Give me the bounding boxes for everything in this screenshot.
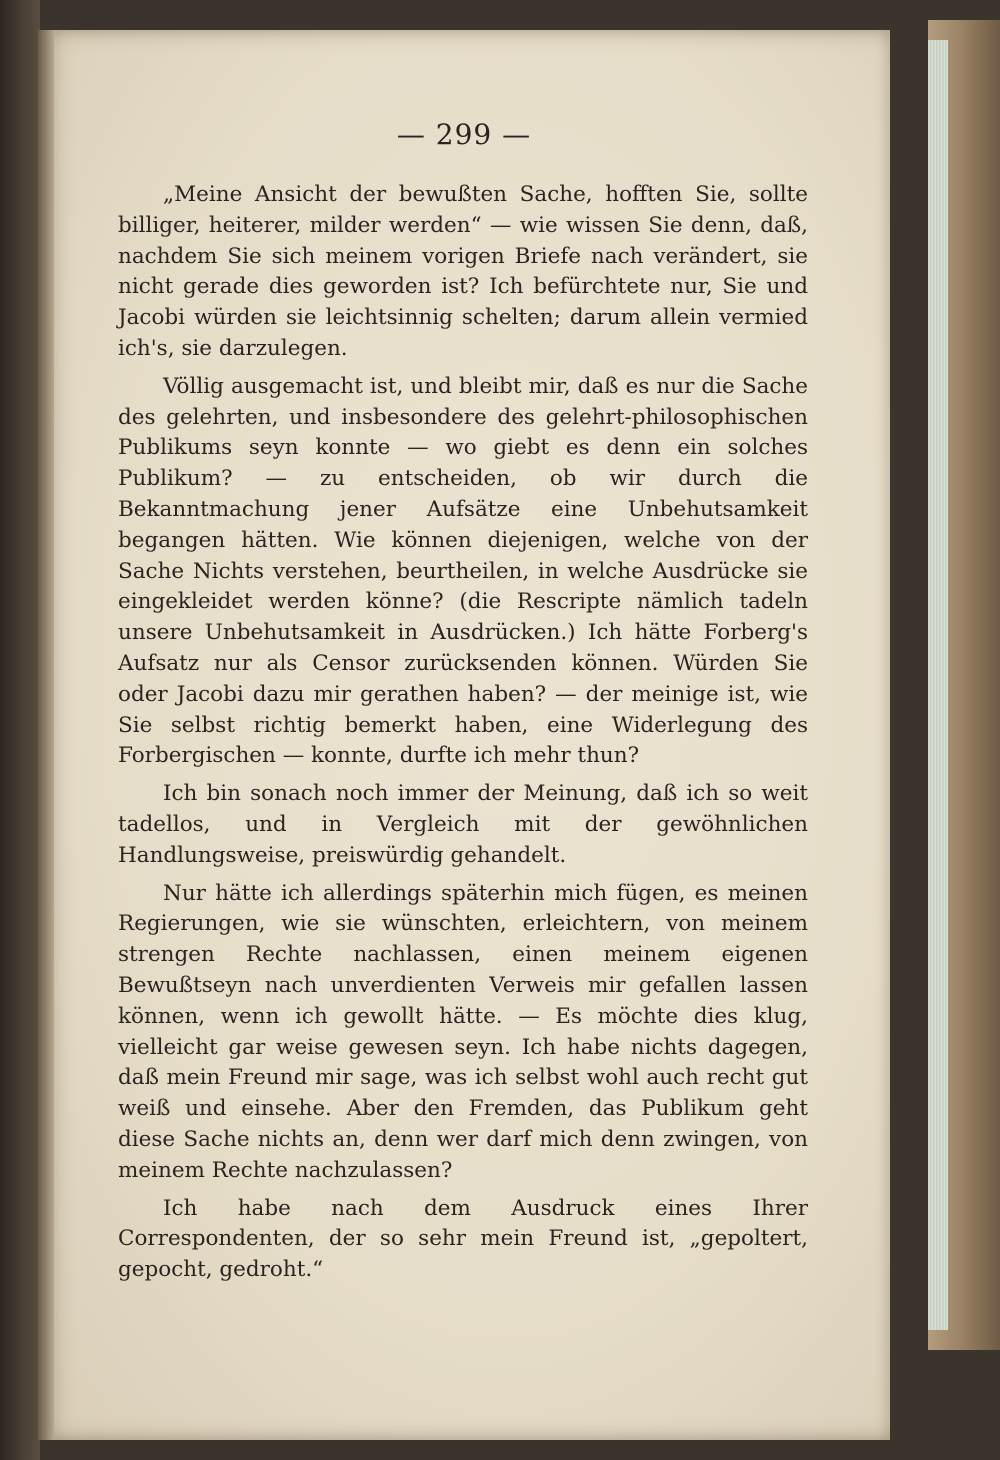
page-gutter — [38, 30, 54, 1440]
book-cover-left — [0, 0, 40, 1460]
page-edges — [928, 40, 948, 1330]
paragraph: Ich habe nach dem Ausdruck eines Ihrer Correspondenten, der so sehr mein Freund ist, „gepoltert, gepocht, gedroht.“ — [118, 1195, 808, 1283]
paragraph: „Meine Ansicht der bewußten Sache, hofften Sie, sollte billiger, heiterer, milder werden“ — wie wissen Sie denn, daß, nachdem Sie sich meinem vorigen Briefe nach verändert, sie nicht gerade dies geworden ist? Ich befürchtete nur, Sie und Jacobi würden sie leichtsinnig schelten; darum allein vermied ich's, sie darzulegen. — [118, 182, 808, 361]
book-page — [38, 30, 890, 1440]
paragraph: Völlig ausgemacht ist, und bleibt mir, daß es nur die Sache des gelehrten, und insbesondere des gelehrt-philosophischen Publikums seyn konnte — wo giebt es denn ein solches Publikum? — zu entscheiden, ob wir durch die Bekanntmachung jener Aufsätze eine Unbehutsamkeit begangen hätten. Wie können diejenigen, welche von der Sache Nichts verstehen, beurtheilen, in welche Ausdrücke sie eingekleidet werden könne? (die Rescripte nämlich tadeln unsere Unbehutsamkeit in Ausdrücken.) Ich hätte Forberg's Aufsatz nur als Censor zurücksenden können. Würden Sie oder Jacobi dazu mir gerathen haben? — der meinige ist, wie Sie selbst richtig bemerkt haben, eine Widerlegung des Forbergischen — konnte, durfte ich mehr thun? — [118, 373, 808, 769]
paragraph: Nur hätte ich allerdings späterhin mich fügen, es meinen Regierungen, wie sie wünschten, erleichtern, von meinem strengen Rechte nachlassen, einen meinem eigenen Bewußtseyn nach unverdienten Verweis mir gefallen lassen können, wenn ich gewollt hätte. — Es möchte dies klug, vielleicht gar weise gewesen seyn. Ich habe nichts dagegen, daß mein Freund mir sage, was ich selbst wohl auch recht gut weiß und einsehe. Aber den Fremden, das Publikum geht diese Sache nichts an, denn wer darf mich denn zwingen, von meinem Rechte nachzulassen? — [118, 880, 808, 1183]
page-body — [118, 180, 808, 1293]
paragraph: Ich bin sonach noch immer der Meinung, daß ich so weit tadellos, und in Vergleich mit der gewöhnlichen Handlungsweise, preiswürdig gehandelt. — [118, 781, 808, 868]
page-number: — 299 — — [396, 118, 532, 151]
